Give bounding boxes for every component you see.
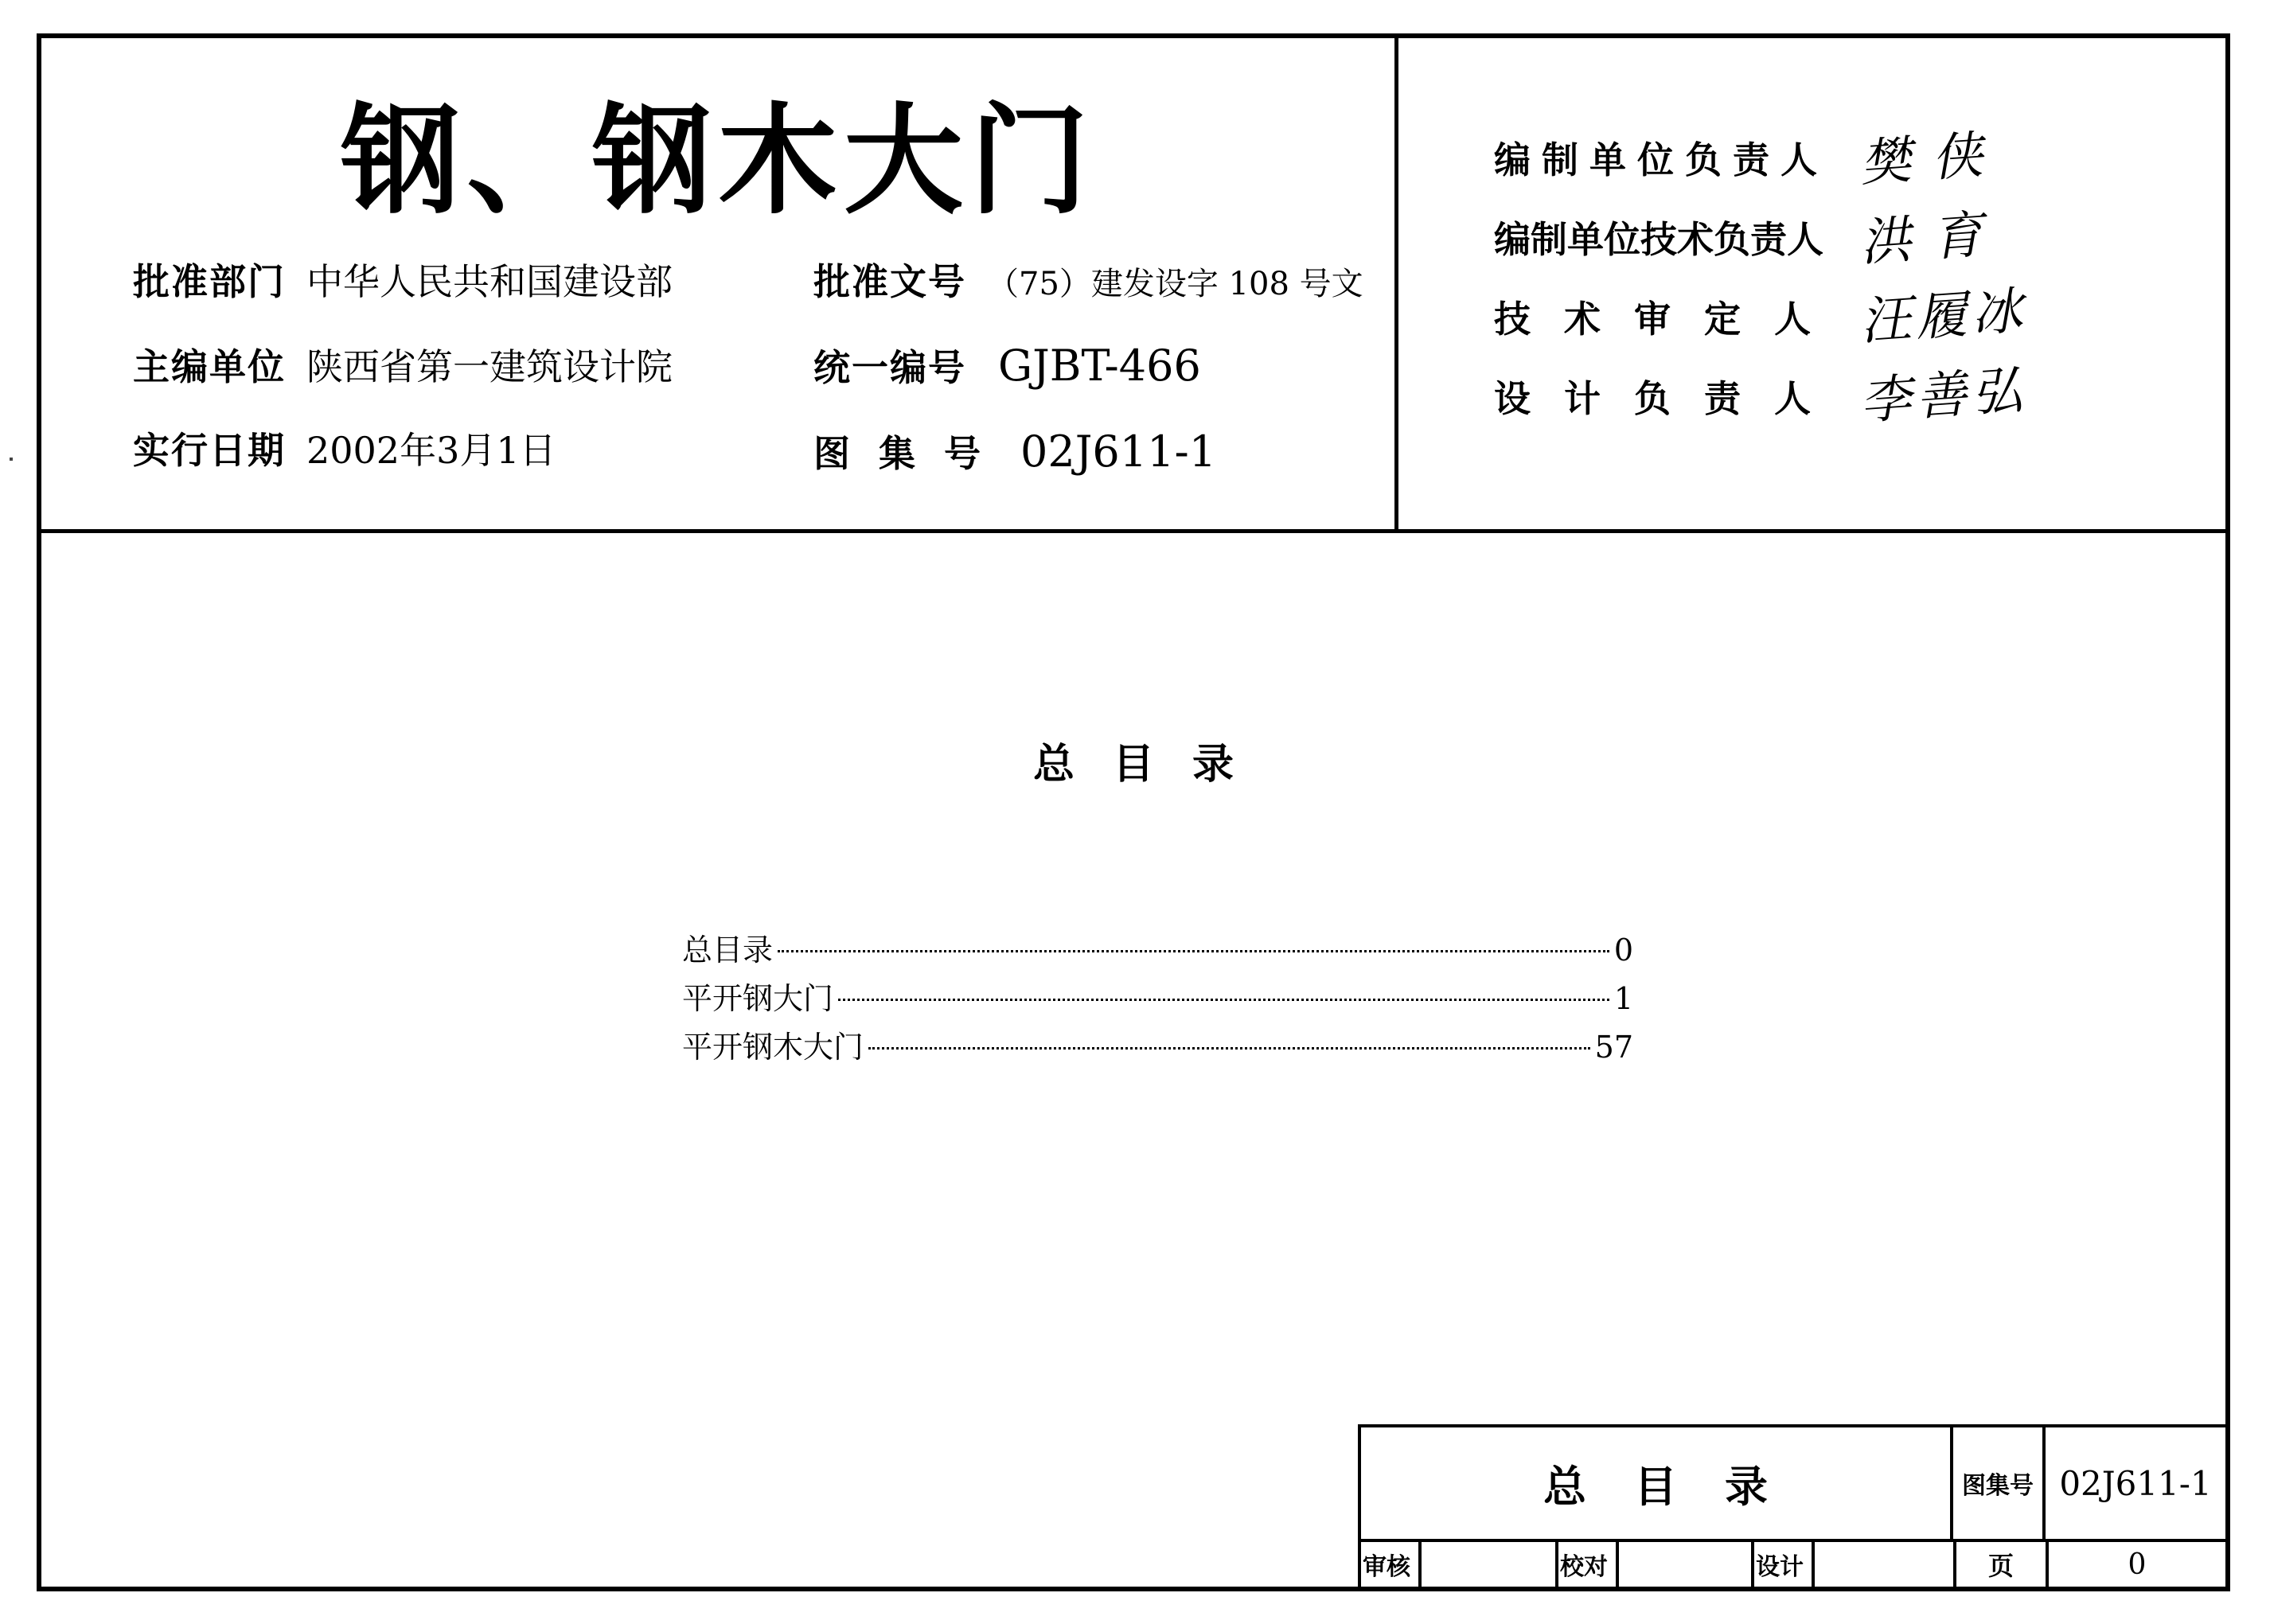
toc-leader	[868, 1047, 1590, 1050]
role-label: 编制单位技术负责人	[1494, 218, 1823, 261]
design-signature-field[interactable]	[1815, 1539, 1953, 1587]
editor-row	[133, 345, 673, 388]
approval-dept-label: 批准部门	[133, 260, 286, 303]
check-label: 校对	[1558, 1539, 1616, 1587]
page-label: 页	[1956, 1539, 2046, 1587]
title-block-atlas-value: 02J611-1	[2059, 1463, 2212, 1503]
responsible-role-4	[1494, 377, 1844, 420]
approval-doc-row	[813, 260, 1363, 303]
toc-list	[682, 925, 1633, 1071]
toc-entry-page: 0	[1613, 933, 1633, 968]
approval-dept-value: 中华人民共和国建设部	[306, 260, 673, 303]
review-label: 审核	[1361, 1539, 1418, 1587]
unified-code-row	[813, 341, 1201, 391]
unified-code-label: 统一编号	[813, 346, 966, 389]
margin-mark	[10, 458, 13, 461]
toc-entry-title: 总目录	[682, 933, 774, 968]
responsible-role-1	[1494, 138, 1828, 181]
atlas-no-label: 图 集 号	[813, 432, 989, 475]
approval-info-panel	[41, 38, 1394, 529]
responsible-panel	[1394, 38, 2225, 529]
signature-4: 李善弘	[1858, 360, 2030, 432]
toc-entry[interactable]	[682, 974, 1633, 1022]
toc-entry-title: 平开钢木大门	[682, 1030, 864, 1065]
toc-entry-page: 1	[1613, 981, 1633, 1016]
check-signature-field[interactable]	[1619, 1539, 1751, 1587]
approval-dept-row	[133, 260, 673, 303]
role-label: 编制单位负责人	[1494, 138, 1828, 181]
title-block-atlas-label: 图集号	[1953, 1427, 2046, 1539]
effective-date-label: 实行日期	[133, 429, 286, 472]
approval-doc-value: （75）建发设字 108 号文	[987, 266, 1363, 302]
atlas-no-value: 02J611-1	[1020, 426, 1217, 477]
editor-label: 主编单位	[133, 345, 286, 388]
toc-entry[interactable]	[682, 925, 1633, 974]
atlas-title: 钢、钢木大门	[340, 92, 1095, 231]
role-label: 设计负责人	[1494, 377, 1844, 420]
responsible-role-3	[1494, 298, 1844, 341]
unified-code-value: GJBT-466	[998, 341, 1201, 391]
drawing-title-block	[1358, 1424, 2225, 1587]
design-label: 设计	[1754, 1539, 1812, 1587]
cover-header	[41, 38, 2225, 533]
signature-2: 洪育	[1858, 204, 2006, 274]
signature-3: 汪履冰	[1858, 281, 2030, 352]
toc-entry-title: 平开钢大门	[682, 981, 834, 1016]
toc-entry[interactable]	[682, 1022, 1633, 1071]
effective-date-row	[133, 429, 556, 472]
toc-heading: 总目录	[1032, 741, 1272, 789]
signature-1: 樊侠	[1858, 124, 2006, 194]
responsible-role-2	[1494, 218, 1823, 261]
editor-value: 陕西省第一建筑设计院	[306, 345, 673, 388]
page-value: 0	[2049, 1539, 2225, 1587]
drawing-frame	[37, 33, 2230, 1591]
toc-entry-page: 57	[1594, 1030, 1633, 1065]
title-block-name: 总目录	[1361, 1427, 1953, 1539]
toc-leader	[778, 950, 1609, 952]
effective-date-value: 2002年3月1日	[306, 429, 556, 472]
approval-doc-label: 批准文号	[813, 260, 966, 303]
review-signature-field[interactable]	[1422, 1539, 1555, 1587]
atlas-no-row	[813, 426, 1217, 477]
toc-leader	[838, 999, 1609, 1001]
role-label: 技术审定人	[1494, 298, 1844, 341]
